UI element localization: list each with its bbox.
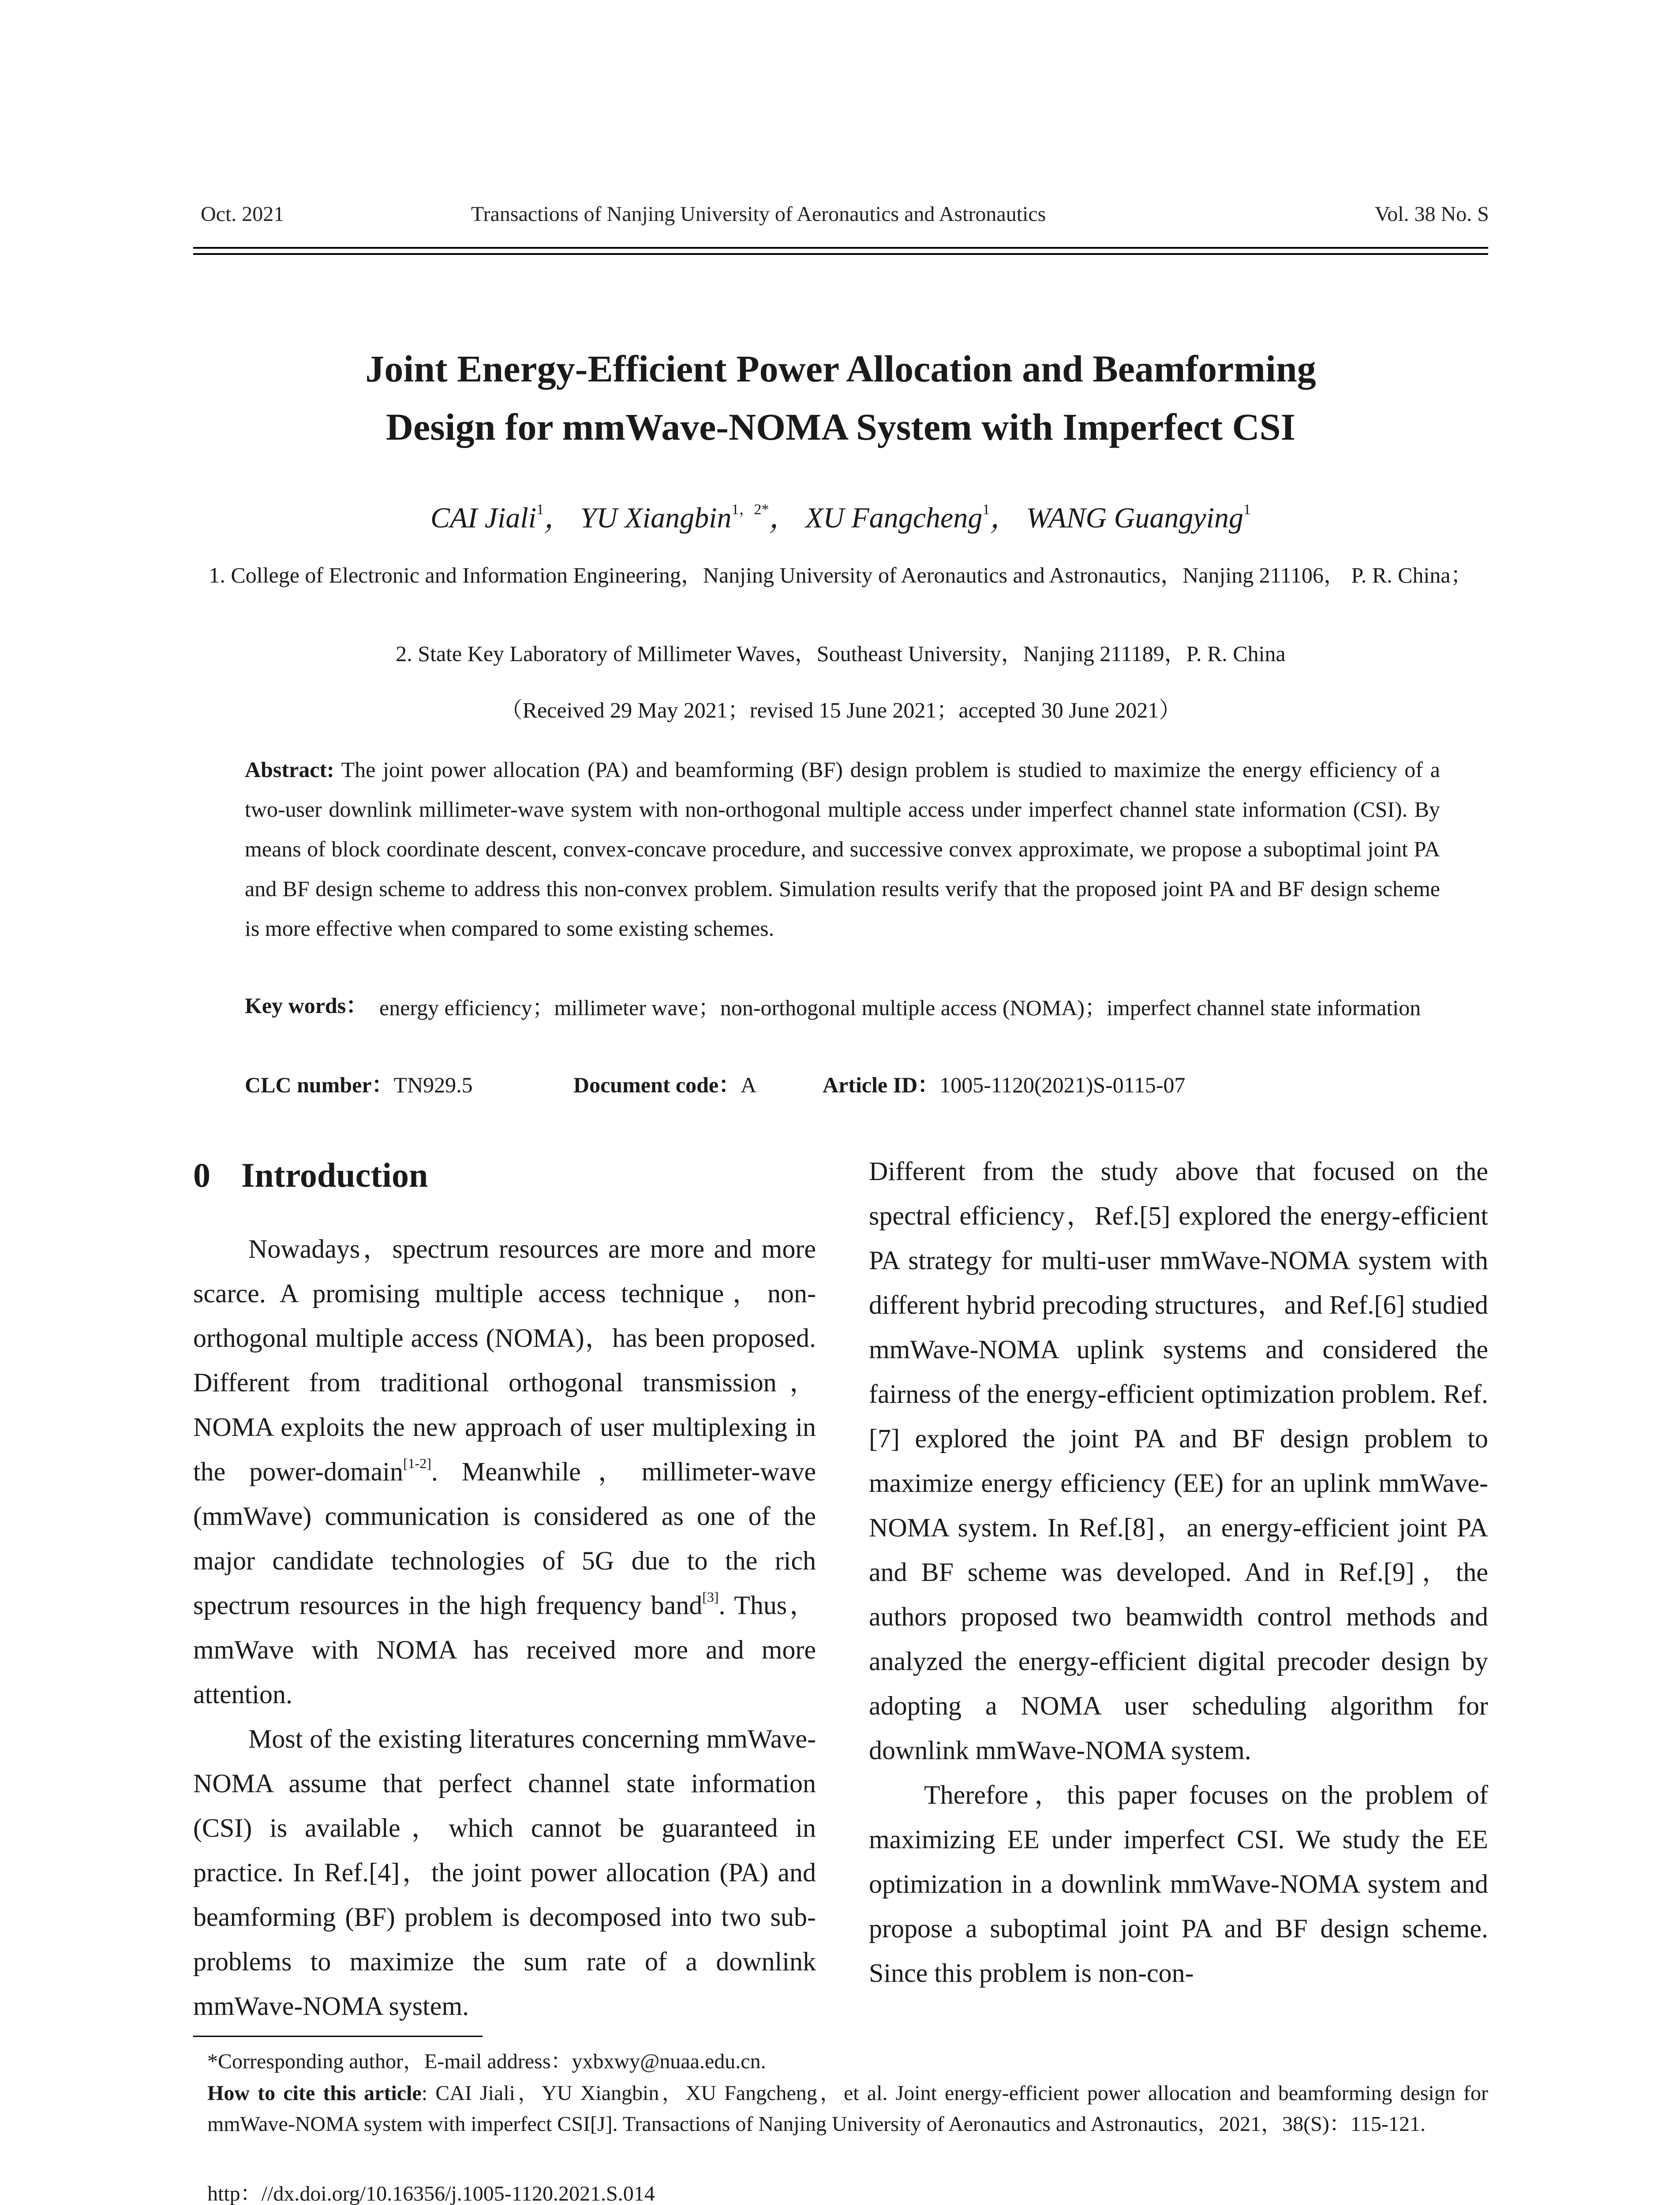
section-title: Introduction <box>241 1156 428 1194</box>
citation-ref: [1-2] <box>403 1455 431 1471</box>
header-journal-name: Transactions of Nanjing University of Aeronautics and Astronautics <box>471 202 1046 226</box>
paragraph <box>193 1227 816 1717</box>
author-name: YU Xiangbin <box>580 502 732 534</box>
abstract <box>245 750 1440 948</box>
citation-note <box>207 2078 1488 2140</box>
keywords-text: energy efficiency；millimeter wave；non-orthogonal multiple access (NOMA)；imperfect channel state information <box>379 995 1421 1020</box>
author-list <box>193 494 1488 536</box>
affiliation-1: 1. College of Electronic and Information Engineering，Nanjing University of Aeronautics and Astronautics，Nanjing 211106， P. R. China； <box>209 563 1473 587</box>
clc-label: CLC number： <box>245 1073 394 1097</box>
doi-link[interactable]: http：//dx.doi.org/10.16356/j.1005-1120.2021.S.014 <box>207 2182 655 2205</box>
author-affiliation-mark: 1 <box>1243 501 1251 518</box>
document-code-label: Document code： <box>573 1073 741 1097</box>
paragraph: Most of the existing literatures concerning mmWave-NOMA assume that perfect channel state information (CSI) is available，which cannot be guaranteed in practice. In Ref.[4]，the joint power allocation (PA) and beamforming (BF) problem is decomposed into two sub-problems to maximize the sum rate of a downlink mmWave-NOMA system. <box>193 1724 816 2021</box>
author-separator: ， <box>544 502 573 534</box>
paper-title-line-1: Joint Energy-Efficient Power Allocation and Beamforming <box>365 348 1316 390</box>
affiliation-2: 2. State Key Laboratory of Millimeter Waves，Southeast University，Nanjing 211189，P. R. China <box>396 641 1286 666</box>
corresponding-author-note: *Corresponding author，E-mail address：yxbxwy@nuaa.edu.cn. <box>207 2050 766 2073</box>
paragraph: Different from the study above that focused on the spectral efficiency，Ref.[5] explored the energy-efficient PA strategy for multi-user mmWave-NOMA system with different hybrid precoding structures，and Ref.[6] studied mmWave-NOMA uplink systems and considered the fairness of the energy-efficient optimization problem. Ref.[7] explored the joint PA and BF design problem to maximize energy efficiency (EE) for an uplink mmWave-NOMA system. In Ref.[8]，an energy-efficient joint PA and BF scheme was developed. And in Ref.[9]，the authors proposed two beamwidth control methods and analyzed the energy-efficient digital precoder design by adopting a NOMA user scheduling algorithm for downlink mmWave-NOMA system. <box>869 1157 1488 1765</box>
document-code <box>573 1067 756 1099</box>
paragraph-text: . Thus，mmWave with NOMA has received more and more attention. <box>193 1591 816 1709</box>
paper-title-line-2: Design for mmWave-NOMA System with Imperfect CSI <box>385 406 1296 448</box>
document-code-value: A <box>741 1073 757 1097</box>
received-dates: （Received 29 May 2021；revised 15 June 2021；accepted 30 June 2021） <box>500 698 1181 722</box>
author-name: CAI Jiali <box>430 502 537 534</box>
citation-label: How to cite this article <box>207 2082 422 2105</box>
article-id-label: Article ID： <box>823 1073 940 1097</box>
author-name: XU Fangcheng <box>805 502 983 534</box>
article-id-value: 1005-1120(2021)S-0115-07 <box>939 1073 1186 1097</box>
body-column-left <box>193 1227 816 2029</box>
author-separator: ， <box>769 502 798 534</box>
abstract-label: Abstract: <box>245 757 334 782</box>
paragraph-text: Nowadays，spectrum resources are more and more scarce. A promising multiple access technique，non-orthogonal multiple access (NOMA)，has been proposed. Different from traditional orthogonal transmission，NOMA exploits the new approach of user multiplexing in the power-domain <box>193 1234 816 1486</box>
abstract-text: The joint power allocation (PA) and beamforming (BF) design problem is studied to maximize the energy efficiency of a two-user downlink millimeter-wave system with non-orthogonal multiple access under imperfect channel state information (CSI). By means of block coordinate descent, convex-concave procedure, and successive convex approximate, we propose a suboptimal joint PA and BF design scheme to address this non-convex problem. Simulation results verify that the proposed joint PA and BF design scheme is more effective when compared to some existing schemes. <box>245 757 1440 941</box>
header-rule-top <box>193 247 1488 249</box>
clc-value: TN929.5 <box>393 1073 473 1097</box>
section-number: 0 <box>193 1156 210 1194</box>
clc-number <box>245 1067 473 1099</box>
header-volume: Vol. 38 No. S <box>1374 202 1489 226</box>
author-affiliation-mark: 1 <box>982 501 990 518</box>
paragraph: Therefore，this paper focuses on the problem of maximizing EE under imperfect CSI. We study the EE optimization in a downlink mmWave-NOMA system and propose a suboptimal joint PA and BF design scheme. Since this problem is non-con- <box>869 1780 1488 1988</box>
author-affiliation-mark: 1，2* <box>731 501 769 518</box>
keywords-label: Key words： <box>245 993 368 1018</box>
body-column-right <box>869 1149 1488 1996</box>
header-date: Oct. 2021 <box>201 202 284 226</box>
author-name: WANG Guangying <box>1026 502 1244 534</box>
paragraph-text: . Meanwhile，millimeter-wave (mmWave) communication is considered as one of the major candidate technologies of 5G due to the rich spectrum resources in the high frequency band <box>193 1457 816 1620</box>
header-rule-bottom <box>193 253 1488 255</box>
article-id <box>823 1067 1186 1099</box>
footnote-rule <box>193 2036 483 2037</box>
author-affiliation-mark: 1 <box>536 501 544 518</box>
citation-ref: [3] <box>702 1589 719 1605</box>
author-separator: ， <box>990 502 1019 534</box>
section-heading <box>193 1155 428 1195</box>
citation-text: : CAI Jiali，YU Xiangbin，XU Fangcheng，et al. Joint energy-efficient power allocation and beamforming design for mmWave-NOMA system with imperfect CSI[J]. Transactions of Nanjing University of Aeronautics and Astronautics，2021，38(S)：115-121. <box>207 2082 1488 2136</box>
